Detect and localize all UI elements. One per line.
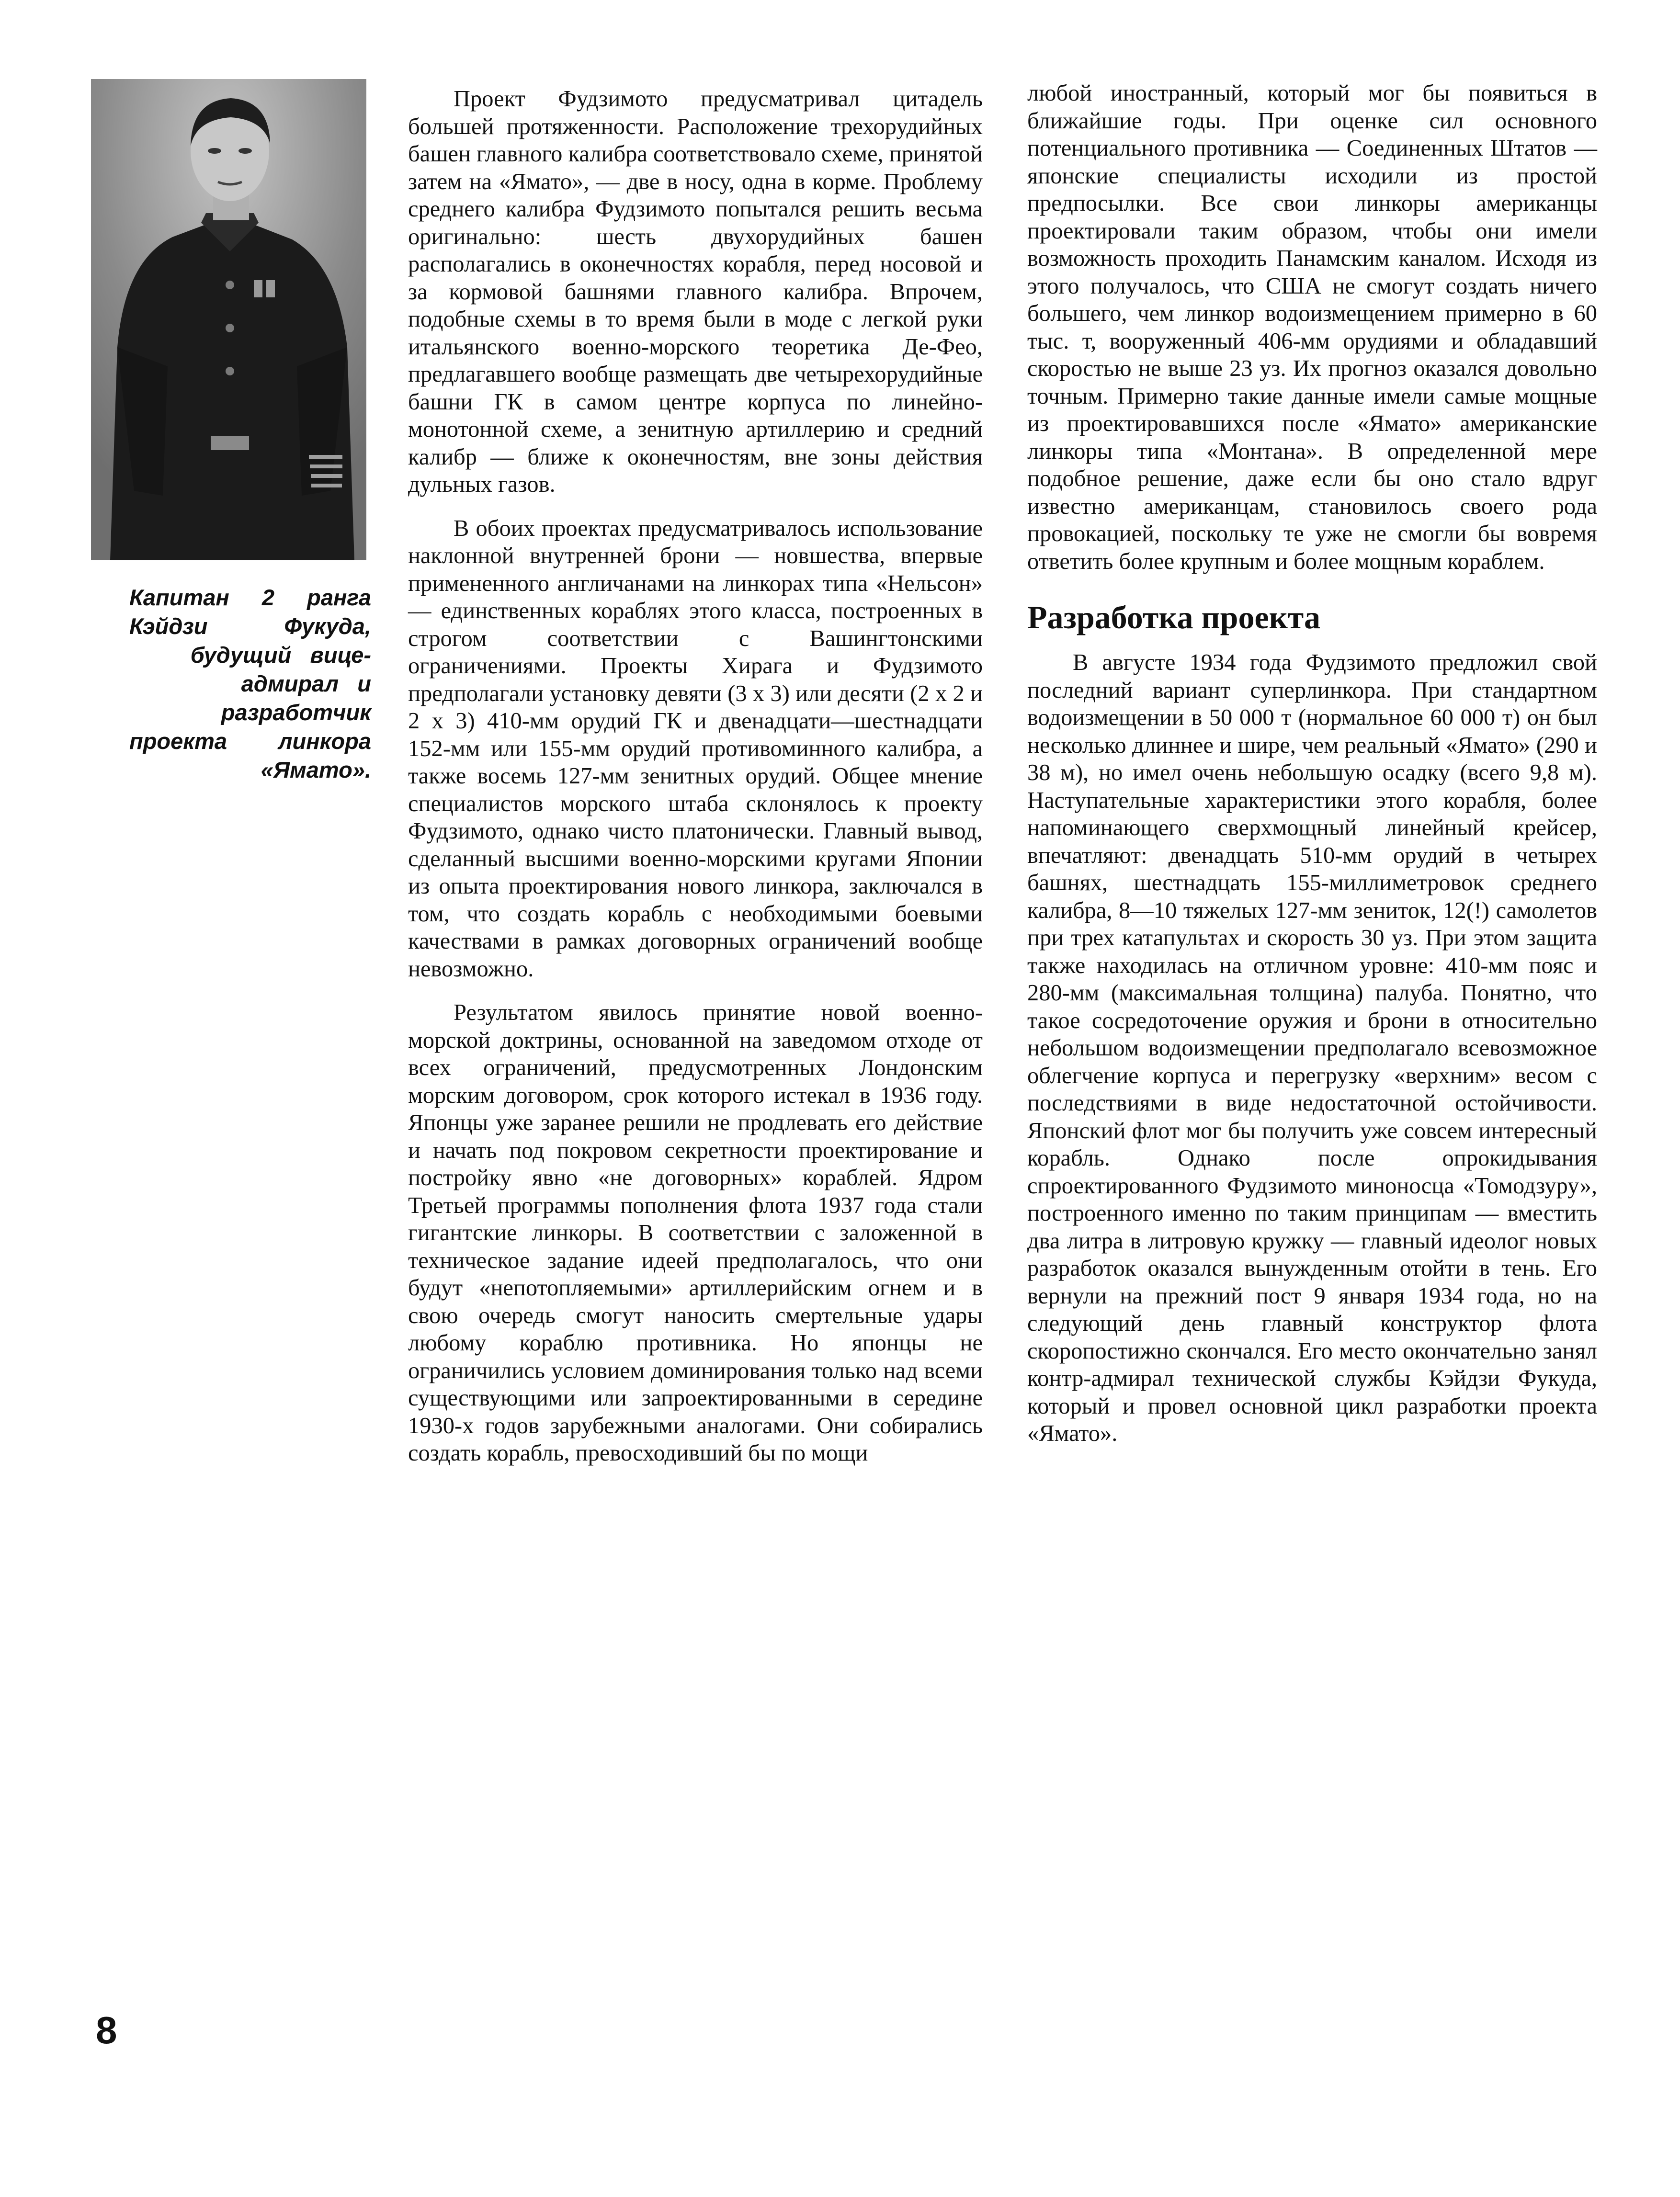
caption-line: будущий вице- (190, 642, 371, 668)
body-paragraph: Результатом явилось принятие новой военно-морской доктрины, основанной на заведомом отходе от всех ограничений, предусмотренных Лондонским морским договором, срок которого истекал в 1936 году. Японцы уже заранее решили не продлевать его действие и начать под покровом секретности проектирование и постройку явно «не договорных» кораблей. Ядром Третьей программы пополнения флота 1937 года стали гигантские линкоры. В соответствии с заложенной в техническое задание идеей предполагалось, что они будут «непотопляемыми» артиллерийским огнем и в свою очередь смогут наносить смертельные удары любому кораблю противника. Но японцы не ограничились условием доминирования только над всеми существующими или запроектированными в середине 1930-х годов зарубежными аналогами. Они собирались создать корабль, превосходивший бы по мощи (408, 1000, 983, 1466)
body-paragraph-continued: любой иностранный, который мог бы появиться в ближайшие годы. При оценке сил основного потенциального противника — Соединенных Штатов — японские специалисты исходили из простой предпосылки. Все свои линкоры американцы проектировали таким образом, чтобы они имели возможность проходить Панамским каналом. Исходя из этого получалось, что США не смогут создать ничего большего, чем линкор водоизмещением примерно в 60 тыс. т, вооруженный 406-мм орудиями и обладавший скоростью не выше 23 уз. Их прогноз оказался довольно точным. Примерно такие данные имели самые мощные из проектировавшихся после «Ямато» американские линкоры типа «Монтана». В определенной мере подобное решение, даже если бы оно стало вдруг известно американцам, становилось своего рода провокацией, поскольку те уже не смогли бы вовремя ответить более крупным и более мощным кораблем. (1027, 80, 1597, 574)
caption-line: проекта линкора (129, 728, 371, 754)
caption-line: Кэйдзи Фукуда, (129, 613, 371, 639)
photo-caption (129, 583, 371, 784)
caption-line: адмирал и (241, 671, 371, 696)
page-number: 8 (96, 2009, 117, 2051)
caption-line: разработчик (221, 700, 371, 725)
section-heading: Разработка проекта (1027, 599, 1321, 635)
text-column-2 (1027, 79, 1597, 1448)
caption-line: «Ямато». (261, 757, 371, 782)
portrait-photo-icon (91, 79, 366, 560)
body-paragraph: В августе 1934 года Фудзимото предложил свой последний вариант суперлинкора. При стандартном водоизмещении в 50 000 т (нормальное 60 000 т) он был несколько длиннее и шире, чем реальный «Ямато» (290 и 38 м), но имел очень небольшую осадку (всего 9,8 м). Наступательные характеристики этого корабля, более напоминающего сверхмощный линейный крейсер, впечатляют: двенадцать 510-мм орудий в четырех башнях, шестнадцать 155-миллиметровок среднего калибра, 8—10 тяжелых 127-мм зениток, 12(!) самолетов при трех катапультах и скорость 30 уз. При этом защита также находилась на отличном уровне: 410-мм пояс и 280-мм (максимальная толщина) палуба. Понятно, что такое сосредоточение оружия и брони в относительно небольшом водоизмещении предполагало всевозможное облегчение корпуса и перегрузку «верхним» весом с последствиями в виде недостаточной остойчивости. Японский флот мог бы получить уже совсем интересный корабль. Однако после опрокидывания спроектированного Фудзимото миноносца «Томодзуру», построенного именно по таким принципам — вместить два литра в литровую кружку — главный идеолог новых разработок оказался вынужденным отойти в тень. Его вернули на прежний пост 9 января 1934 года, но на следующий день главный конструктор флота скоропостижно скончался. Его место окончательно занял контр-адмирал технической службы Кэйдзи Фукуда, который и провел основной цикл разработки проекта «Ямато». (1027, 650, 1597, 1446)
body-paragraph: Проект Фудзимото предусматривал цитадель большей протяженности. Расположение трехорудийных башен главного калибра соответствовало схеме, принятой затем на «Ямато», — две в носу, одна в корме. Проблему среднего калибра Фудзимото попытался решить весьма оригинально: шесть двухорудийных башен располагались в оконечностях корабля, перед носовой и за кормовой башнями главного калибра. Впрочем, подобные схемы в то время были в моде с легкой руки итальянского военно-морского теоретика Де-Фео, предлагавшего вообще размещать две четырехорудийные башни ГК в самом центре корпуса по линейно-монотонной схеме, а зенитную артиллерию и средний калибр — ближе к оконечностям, вне зоны действия дульных газов. (408, 86, 983, 497)
text-column-1 (408, 85, 983, 1467)
caption-line: Капитан 2 ранга (129, 585, 371, 610)
portrait-photo (91, 79, 366, 560)
body-paragraph: В обоих проектах предусматривалось использование наклонной внутренней брони — новшества, впервые примененного англичанами на линкорах типа «Нельсон» — единственных кораблях этого класса, построенных в строгом соответствии с Вашингтонскими ограничениями. Проекты Хирага и Фудзимото предполагали установку девяти (3 х 3) или десяти (2 х 2 и 2 х 3) 410-мм орудий ГК и двенадцати—шестнадцати 152-мм или 155-мм орудий противоминного калибра, а также восемь 127-мм зенитных орудий. Общее мнение специалистов морского штаба склонялось к проекту Фудзимото, однако чисто платонически. Главный вывод, сделанный высшими военно-морскими кругами Японии из опыта проектирования нового линкора, заключался в том, что создать корабль с необходимыми боевыми качествами в рамках договорных ограничений вообще невозможно. (408, 515, 983, 982)
